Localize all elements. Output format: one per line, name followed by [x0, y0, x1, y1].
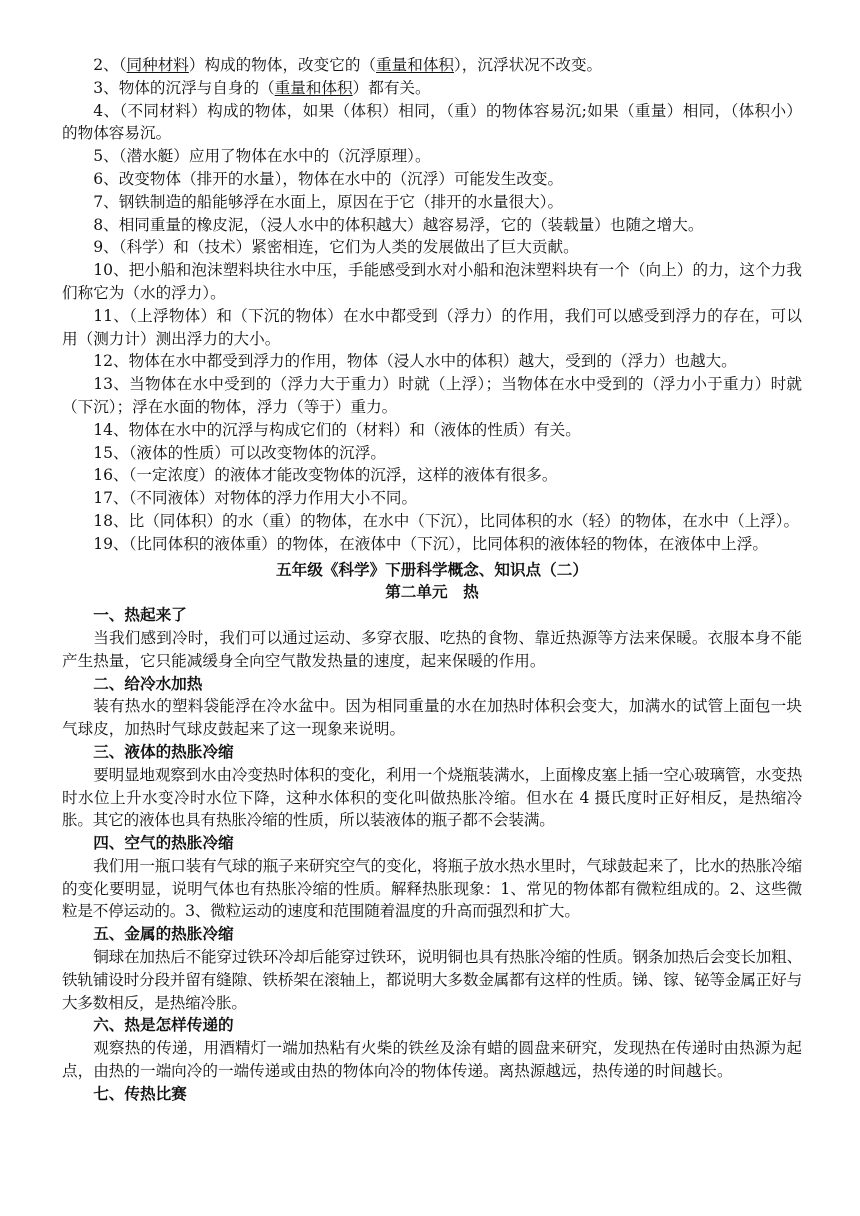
item-9: 9、（科学）和（技术）紧密相连，它们为人类的发展做出了巨大贡献。 [93, 238, 579, 257]
section-4-heading: 四、空气的热胀冷缩 [93, 833, 234, 853]
item-13: 13、当物体在水中受到的（浮力大于重力）时就（上浮）；当物体在水中受到的（浮力小于重力）时就（下沉）；浮在水面的物体，浮力（等于）重力。 [62, 375, 802, 416]
item-3-text-a: 3、物体的沉浮与自身的（ [93, 78, 275, 97]
document-title: 五年级《科学》下册科学概念、知识点（二） [276, 559, 588, 579]
item-2 [62, 54, 802, 77]
section-2-heading: 二、给冷水加热 [93, 673, 203, 693]
item-6: 6、改变物体（排开的水量），物体在水中的（沉浮）可能发生改变。 [93, 169, 564, 188]
item-18: 18、比（同体积）的水（重）的物体，在水中（下沉），比同体积的水（轻）的物体，在水中（上浮）。 [93, 511, 800, 530]
section-7-heading: 七、传热比赛 [93, 1083, 187, 1103]
item-5: 5、（潜水艇）应用了物体在水中的（沉浮原理）。 [93, 147, 431, 166]
unit-title: 第二单元 热 [385, 582, 479, 602]
section-3-body: 要明显地观察到水由冷变热时体积的变化，利用一个烧瓶装满水，上面橡皮塞上插一空心玻璃管，水变热时水位上升水变冷时水位下降，这种水体积的变化叫做热胀冷缩。但水在 4 摄氏度时正好相反，是热缩冷胀。其它的液体也具有热胀冷缩的性质，所以装液体的瓶子都不会装满。 [62, 765, 802, 830]
section-1-heading: 一、热起来了 [93, 605, 187, 625]
item-2-text-c: ）构成的物体，改变它的（ [188, 56, 377, 74]
item-15: 15、（液体的性质）可以改变物体的沉浮。 [93, 443, 386, 462]
item-11: 11、（上浮物体）和（下沉的物体）在水中都受到（浮力）的作用，我们可以感受到浮力的存在，可以用（测力计）测出浮力的大小。 [62, 306, 802, 348]
item-7: 7、钢铁制造的船能够浮在水面上，原因在于它（排开的水量很大）。 [93, 192, 564, 211]
item-2-text-e: ），沉浮状况不改变。 [454, 56, 603, 74]
item-19: 19、（比同体积的液体重）的物体，在液体中（下沉），比同体积的液体轻的物体，在液体中上浮。 [93, 534, 768, 553]
item-14: 14、物体在水中的沉浮与构成它们的（材料）和（液体的性质）有关。 [93, 420, 581, 439]
section-6-body: 观察热的传递，用酒精灯一端加热粘有火柴的铁丝及涂有蜡的圆盘来研究，发现热在传递时由热源为起点，由热的一端向冷的一端传递或由热的物体向冷的物体传递。离热源越远，热传递的时间越长。 [62, 1039, 802, 1081]
item-10: 10、把小船和泡沫塑料块往水中压，手能感受到水对小船和泡沫塑料块有一个（向上）的力，这个力我们称它为（水的浮力）。 [62, 261, 802, 302]
item-8: 8、相同重量的橡皮泥，（浸人水中的体积越大）越容易浮，它的（装载量）也随之增大。 [93, 215, 704, 234]
item-3 [62, 77, 802, 100]
section-2-body: 装有热水的塑料袋能浮在冷水盆中。因为相同重量的水在加热时体积会变大，加满水的试管上面包一块气球皮，加热时气球皮鼓起来了这一现象来说明。 [62, 697, 802, 739]
section-1-body: 当我们感到冷时，我们可以通过运动、多穿衣服、吃热的食物、靠近热源等方法来保暖。衣服本身不能产生热量，它只能减缓身全向空气散发热量的速度，起来保暖的作用。 [62, 628, 802, 670]
section-4-body: 我们用一瓶口装有气球的瓶子来研究空气的变化，将瓶子放水热水里时，气球鼓起来了，比水的热胀冷缩的变化要明显，说明气体也有热胀冷缩的性质。解释热胀现象：1、常见的物体都有微粒组成的。2、这些微粒是不停运动的。3、微粒运动的速度和范围随着温度的升高而强烈和扩大。 [62, 856, 802, 921]
item-16: 16、（一定浓度）的液体才能改变物体的沉浮，这样的液体有很多。 [93, 466, 558, 485]
section-3-heading: 三、液体的热胀冷缩 [93, 741, 234, 761]
item-3-blank: 重量和体积 [274, 78, 353, 97]
item-2-text-a: 2、（ [93, 56, 127, 74]
section-5-body: 铜球在加热后不能穿过铁环冷却后能穿过铁环，说明铜也具有热胀冷缩的性质。钢条加热后会变长加粗、铁轨铺设时分段并留有缝隙、铁桥架在滚轴上，都说明大多数金属都有这样的性质。锑、镓、铋等金属正好与大多数相反，是热缩冷胀。 [62, 948, 802, 1012]
item-2-blank-2: 重量和体积 [376, 56, 455, 74]
section-5-heading: 五、金属的热胀冷缩 [93, 924, 234, 944]
document-page [62, 54, 802, 1106]
item-3-text-c: ）都有关。 [352, 78, 431, 97]
section-6-heading: 六、热是怎样传递的 [93, 1015, 234, 1035]
item-4: 4、（不同材料）构成的物体，如果（体积）相同，（重）的物体容易沉;如果（重量）相同，（体积小）的物体容易沉。 [62, 101, 802, 143]
item-17: 17、（不同液体）对物体的浮力作用大小不同。 [93, 489, 418, 508]
item-12: 12、物体在水中都受到浮力的作用，物体（浸人水中的体积）越大，受到的（浮力）也越大。 [93, 352, 737, 371]
item-2-blank-1: 同种材料 [126, 56, 189, 74]
